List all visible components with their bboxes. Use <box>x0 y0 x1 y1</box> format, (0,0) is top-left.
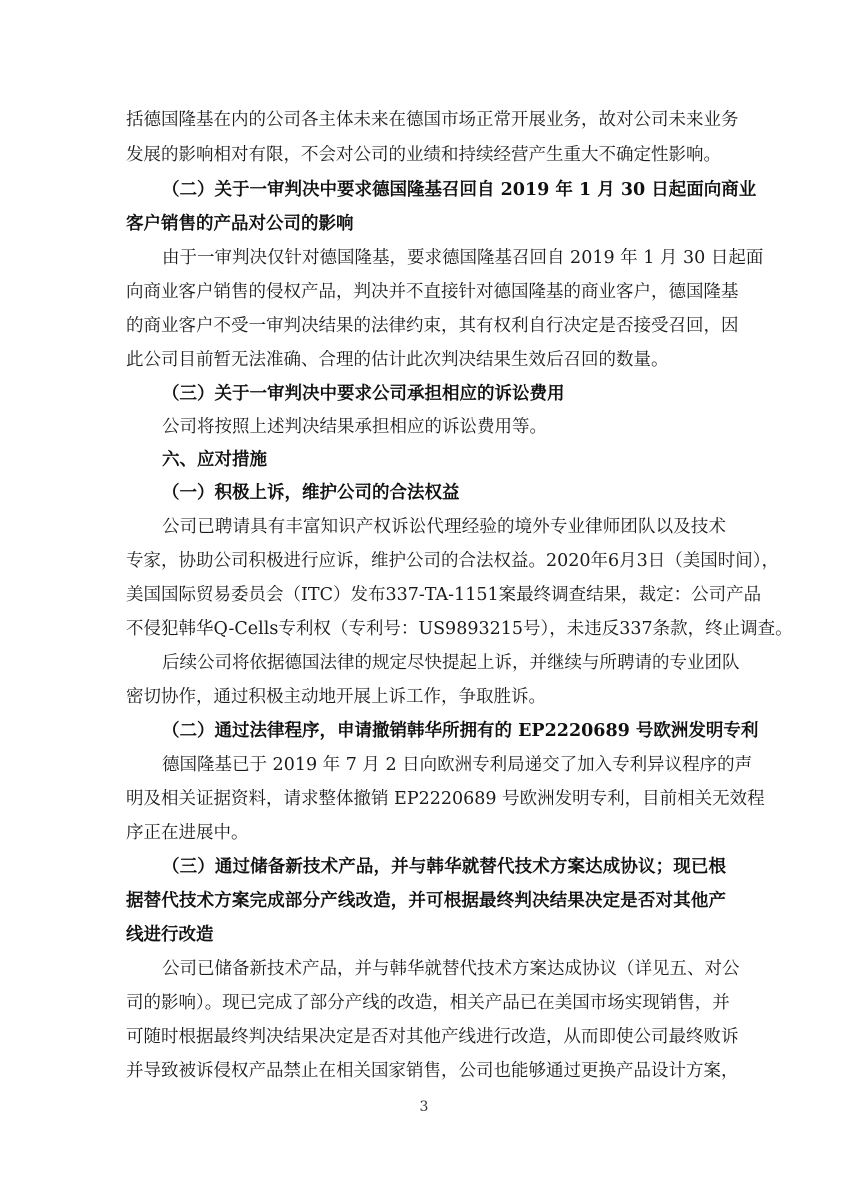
section-heading: 客户销售的产品对公司的影响 <box>126 214 354 234</box>
body-text-line: 公司将按照上述判决结果承担相应的诉讼费用等。 <box>162 417 547 437</box>
section-heading: （三）关于一审判决中要求公司承担相应的诉讼费用 <box>162 384 565 404</box>
chapter-heading: 六、应对措施 <box>162 450 267 470</box>
body-text-line: 发展的影响相对有限，不会对公司的业绩和持续经营产生重大不确定性影响。 <box>126 145 721 165</box>
body-text-line: 密切协作，通过积极主动地开展上诉工作，争取胜诉。 <box>126 687 546 707</box>
body-text-line: 的商业客户不受一审判决结果的法律约束，其有权利自行决定是否接受召回，因 <box>126 316 739 336</box>
body-text-line: 可随时根据最终判决结果决定是否对其他产线进行改造，从而即使公司最终败诉 <box>126 1027 739 1047</box>
body-text-line: 不侵犯韩华Q-Cells专利权（专利号：US9893215号），未违反337条款，终止调查。 <box>126 619 793 639</box>
section-heading: 据替代技术方案完成部分产线改造，并可根据最终判决结果决定是否对其他产 <box>126 891 726 911</box>
body-text-line: 美国国际贸易委员会（ITC）发布337-TA-1151案最终调查结果，裁定：公司产品 <box>126 585 762 605</box>
body-text-line: 司的影响）。现已完成了部分产线的改造，相关产品已在美国市场实现销售，并 <box>126 993 730 1013</box>
body-text-line: 公司已聘请具有丰富知识产权诉讼代理经验的境外专业律师团队以及技术 <box>162 517 726 537</box>
body-text-line: 序正在进展中。 <box>126 823 249 843</box>
body-text-line: 德国隆基已于 2019 年 7 月 2 日向欧洲专利局递交了加入专利异议程序的声 <box>162 755 753 775</box>
body-text-line: 公司已储备新技术产品，并与韩华就替代技术方案达成协议（详见五、对公 <box>162 959 740 979</box>
body-text-line: 明及相关证据资料，请求整体撤销 EP2220689 号欧洲发明专利，目前相关无效程 <box>126 789 765 809</box>
section-heading: （二）关于一审判决中要求德国隆基召回自 2019 年 1 月 30 日起面向商业 <box>162 180 757 200</box>
body-text-line: 由于一审判决仅针对德国隆基，要求德国隆基召回自 2019 年 1 月 30 日起面 <box>162 248 764 268</box>
body-text-line: 专家，协助公司积极进行应诉，维护公司的合法权益。2020年6月3日（美国时间）， <box>126 551 780 571</box>
section-heading: （二）通过法律程序，申请撤销韩华所拥有的 EP2220689 号欧洲发明专利 <box>162 721 759 741</box>
body-text-line: 向商业客户销售的侵权产品，判决并不直接针对德国隆基的商业客户，德国隆基 <box>126 282 739 302</box>
body-text-line: 此公司目前暂无法准确、合理的估计此次判决结果生效后召回的数量。 <box>126 350 669 370</box>
page-number: 3 <box>419 1099 429 1115</box>
section-heading: 线进行改造 <box>126 925 214 945</box>
body-text-line: 括德国隆基在内的公司各主体未来在德国市场正常开展业务，故对公司未来业务 <box>126 110 739 130</box>
body-text-line: 并导致被诉侵权产品禁止在相关国家销售，公司也能够通过更换产品设计方案， <box>126 1061 739 1081</box>
body-text-line: 后续公司将依据德国法律的规定尽快提起上诉，并继续与所聘请的专业团队 <box>162 653 740 673</box>
section-heading: （三）通过储备新技术产品，并与韩华就替代技术方案达成协议；现已根 <box>162 857 726 877</box>
section-heading: （一）积极上诉，维护公司的合法权益 <box>162 483 460 503</box>
